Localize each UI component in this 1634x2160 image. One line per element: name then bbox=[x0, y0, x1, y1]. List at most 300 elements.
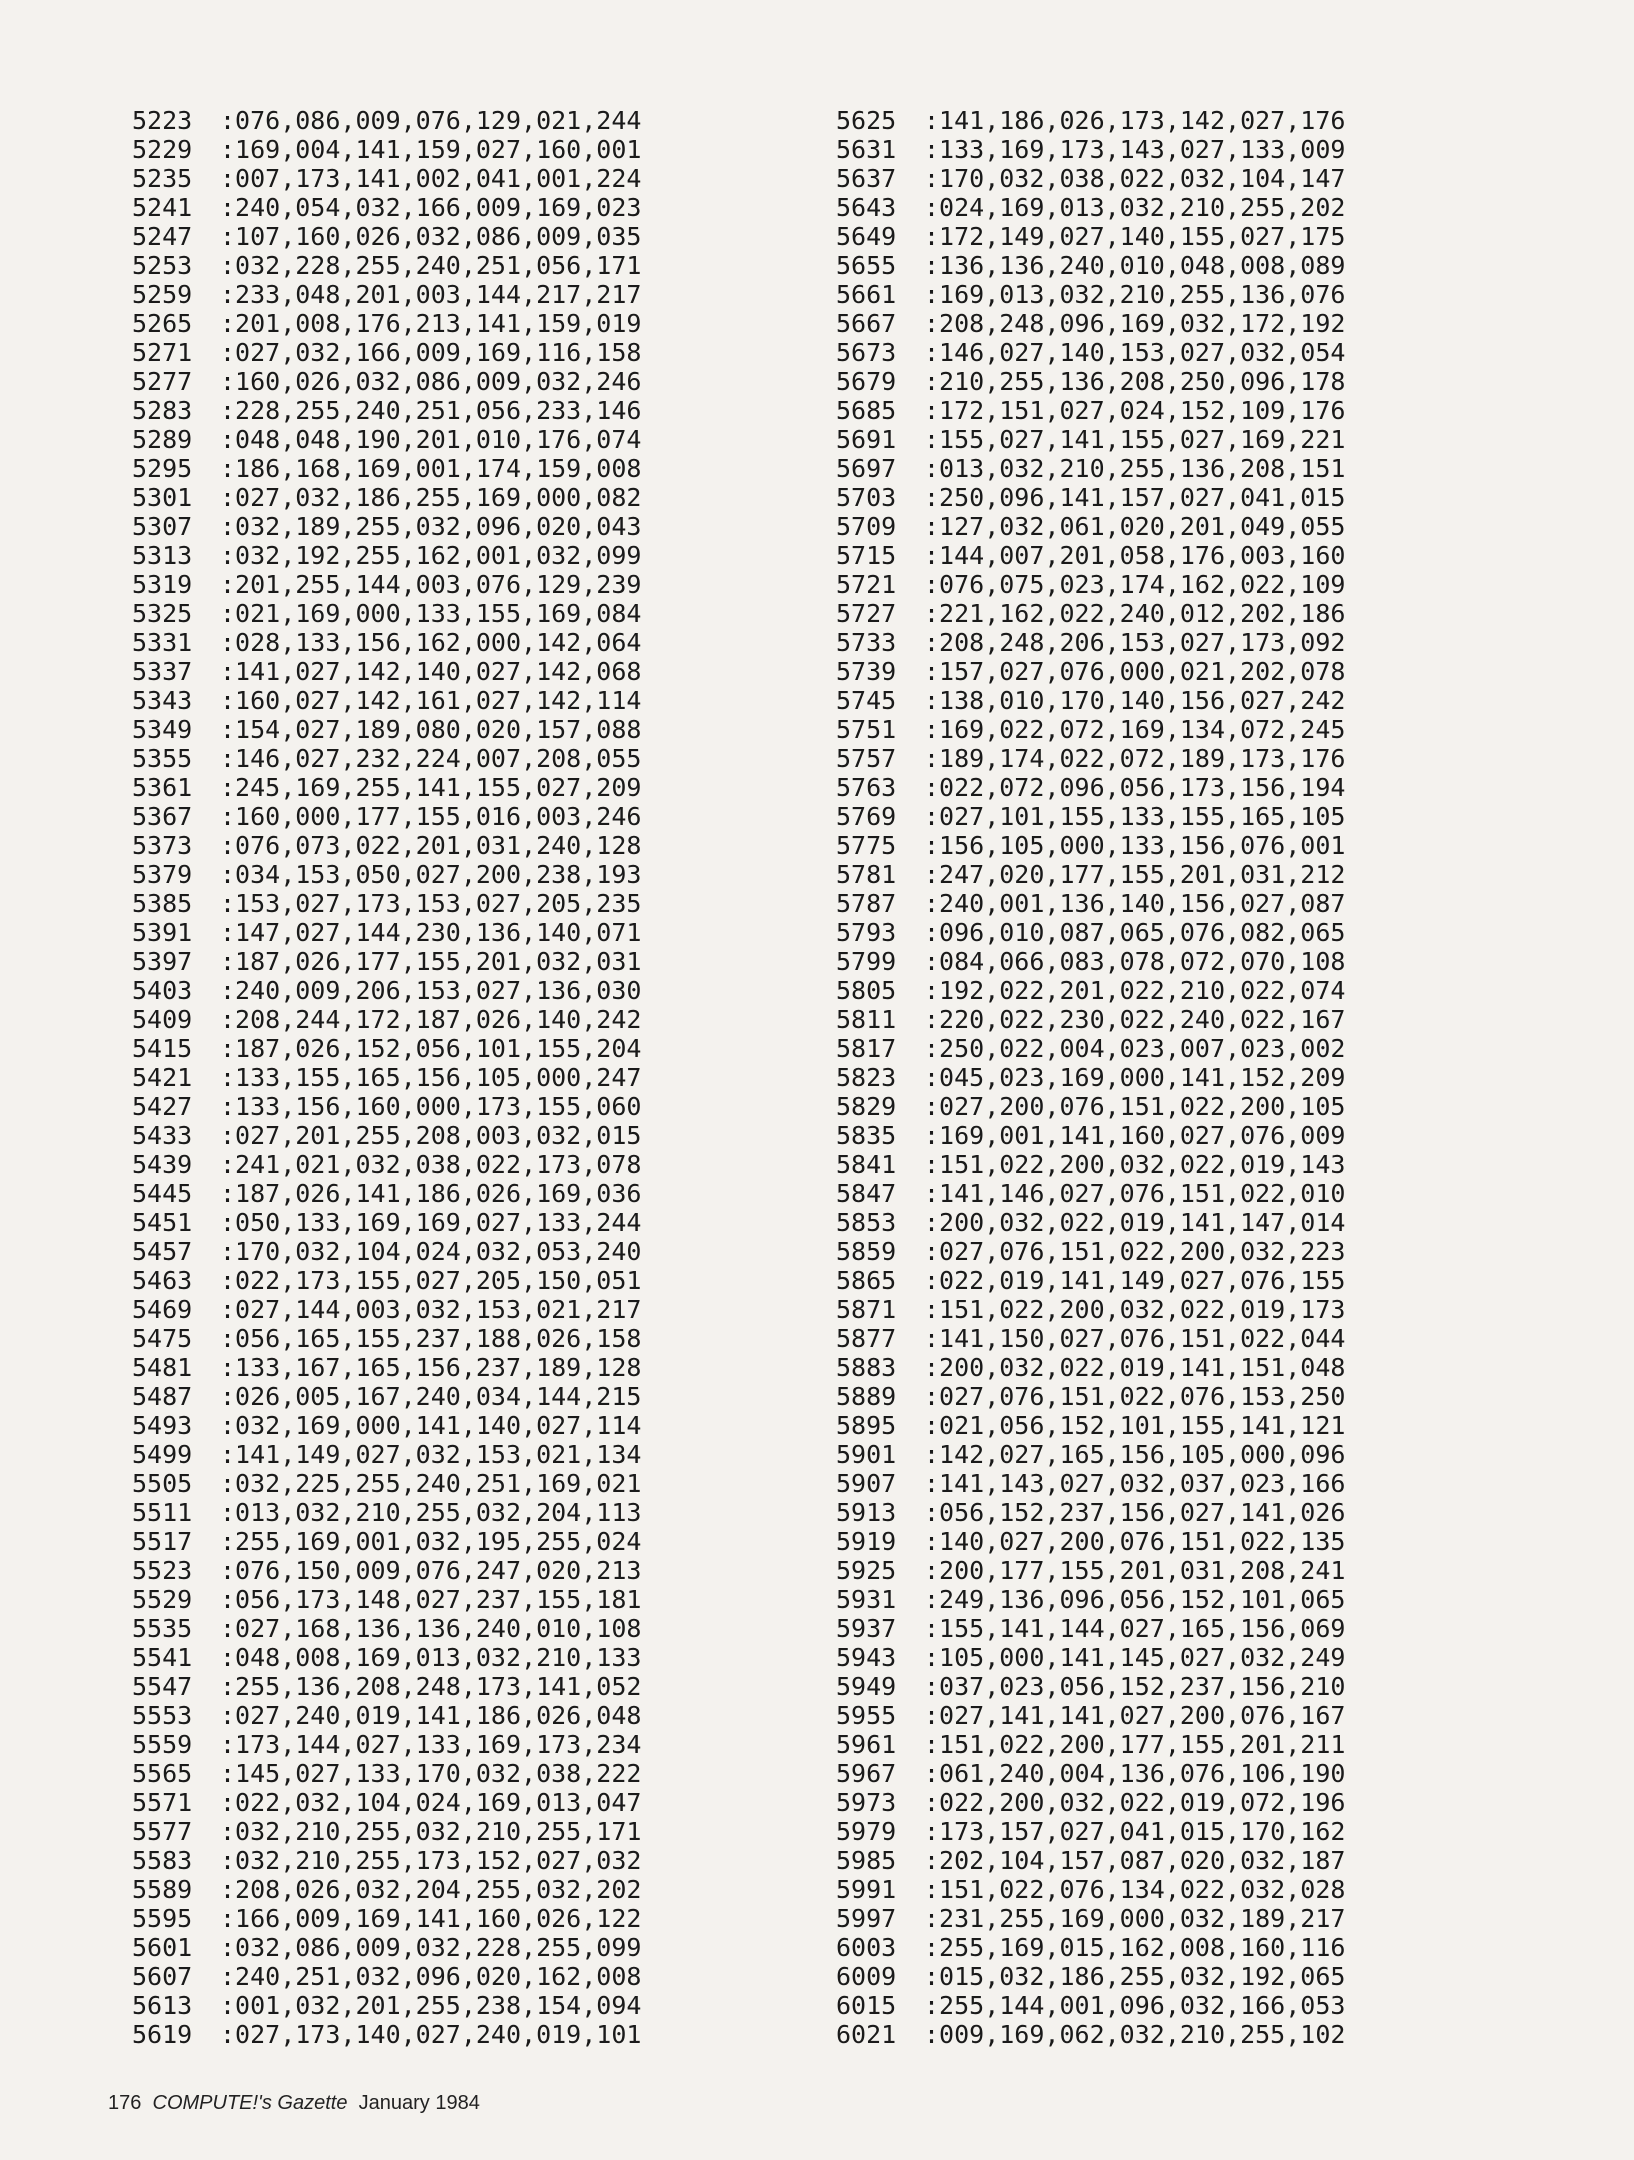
data-values: :022,072,096,056,173,156,194 bbox=[924, 773, 1346, 802]
line-number: 5985 bbox=[836, 1846, 897, 1875]
data-values: :048,048,190,201,010,176,074 bbox=[220, 425, 642, 454]
data-values: :084,066,083,078,072,070,108 bbox=[924, 947, 1346, 976]
listing-line bbox=[836, 1266, 1345, 1295]
data-values: :056,152,237,156,027,141,026 bbox=[924, 1498, 1346, 1527]
listing-line bbox=[132, 1759, 641, 1788]
data-values: :015,032,186,255,032,192,065 bbox=[924, 1962, 1346, 1991]
listing-line bbox=[132, 1672, 641, 1701]
data-values: :021,169,000,133,155,169,084 bbox=[220, 599, 642, 628]
line-number: 5421 bbox=[132, 1063, 193, 1092]
line-number: 5517 bbox=[132, 1527, 193, 1556]
listing-line bbox=[132, 1469, 641, 1498]
data-values: :032,169,000,141,140,027,114 bbox=[220, 1411, 642, 1440]
listing-line bbox=[836, 1179, 1345, 1208]
data-values: :144,007,201,058,176,003,160 bbox=[924, 541, 1346, 570]
line-number: 5775 bbox=[836, 831, 897, 860]
line-number: 5943 bbox=[836, 1643, 897, 1672]
listing-line bbox=[132, 541, 641, 570]
line-number: 5433 bbox=[132, 1121, 193, 1150]
listing-line bbox=[836, 976, 1345, 1005]
listing-line bbox=[836, 1730, 1345, 1759]
line-number: 5463 bbox=[132, 1266, 193, 1295]
line-number: 5355 bbox=[132, 744, 193, 773]
listing-line bbox=[836, 2020, 1345, 2049]
data-values: :147,027,144,230,136,140,071 bbox=[220, 918, 642, 947]
line-number: 5457 bbox=[132, 1237, 193, 1266]
listing-line bbox=[836, 338, 1345, 367]
listing-line bbox=[836, 802, 1345, 831]
listing-line bbox=[836, 454, 1345, 483]
data-values: :009,169,062,032,210,255,102 bbox=[924, 2020, 1346, 2049]
data-values: :027,032,166,009,169,116,158 bbox=[220, 338, 642, 367]
line-number: 5607 bbox=[132, 1962, 193, 1991]
listing-line bbox=[836, 1614, 1345, 1643]
data-values: :201,255,144,003,076,129,239 bbox=[220, 570, 642, 599]
line-number: 5415 bbox=[132, 1034, 193, 1063]
line-number: 5967 bbox=[836, 1759, 897, 1788]
line-number: 5829 bbox=[836, 1092, 897, 1121]
listing-line bbox=[132, 570, 641, 599]
data-values: :145,027,133,170,032,038,222 bbox=[220, 1759, 642, 1788]
line-number: 5271 bbox=[132, 338, 193, 367]
data-values: :146,027,140,153,027,032,054 bbox=[924, 338, 1346, 367]
listing-line bbox=[836, 135, 1345, 164]
data-values: :154,027,189,080,020,157,088 bbox=[220, 715, 642, 744]
listing-line bbox=[132, 1643, 641, 1672]
data-values: :024,169,013,032,210,255,202 bbox=[924, 193, 1346, 222]
listing-line bbox=[132, 1991, 641, 2020]
data-values: :208,026,032,204,255,032,202 bbox=[220, 1875, 642, 1904]
data-values: :189,174,022,072,189,173,176 bbox=[924, 744, 1346, 773]
line-number: 5781 bbox=[836, 860, 897, 889]
data-values: :076,150,009,076,247,020,213 bbox=[220, 1556, 642, 1585]
data-values: :032,189,255,032,096,020,043 bbox=[220, 512, 642, 541]
data-values: :032,225,255,240,251,169,021 bbox=[220, 1469, 642, 1498]
line-number: 5685 bbox=[836, 396, 897, 425]
data-values: :160,000,177,155,016,003,246 bbox=[220, 802, 642, 831]
line-number: 5391 bbox=[132, 918, 193, 947]
line-number: 5757 bbox=[836, 744, 897, 773]
data-values: :166,009,169,141,160,026,122 bbox=[220, 1904, 642, 1933]
data-values: :141,150,027,076,151,022,044 bbox=[924, 1324, 1346, 1353]
data-values: :027,240,019,141,186,026,048 bbox=[220, 1701, 642, 1730]
data-values: :133,155,165,156,105,000,247 bbox=[220, 1063, 642, 1092]
page-number: 176 bbox=[108, 2092, 142, 2114]
data-values: :200,032,022,019,141,151,048 bbox=[924, 1353, 1346, 1382]
data-values: :240,054,032,166,009,169,023 bbox=[220, 193, 642, 222]
line-number: 5673 bbox=[836, 338, 897, 367]
line-number: 5679 bbox=[836, 367, 897, 396]
listing-line bbox=[132, 773, 641, 802]
data-values: :187,026,152,056,101,155,204 bbox=[220, 1034, 642, 1063]
line-number: 5325 bbox=[132, 599, 193, 628]
line-number: 5373 bbox=[132, 831, 193, 860]
listing-line bbox=[836, 1411, 1345, 1440]
listing-line bbox=[836, 396, 1345, 425]
listing-line bbox=[132, 425, 641, 454]
data-values: :027,141,141,027,200,076,167 bbox=[924, 1701, 1346, 1730]
listing-line bbox=[836, 860, 1345, 889]
listing-line bbox=[836, 309, 1345, 338]
listing-line bbox=[836, 1759, 1345, 1788]
data-values: :133,167,165,156,237,189,128 bbox=[220, 1353, 642, 1382]
listing-line bbox=[132, 1092, 641, 1121]
data-values: :221,162,022,240,012,202,186 bbox=[924, 599, 1346, 628]
data-values: :032,086,009,032,228,255,099 bbox=[220, 1933, 642, 1962]
listing-line bbox=[132, 657, 641, 686]
line-number: 6003 bbox=[836, 1933, 897, 1962]
data-values: :208,248,096,169,032,172,192 bbox=[924, 309, 1346, 338]
data-values: :140,027,200,076,151,022,135 bbox=[924, 1527, 1346, 1556]
line-number: 5739 bbox=[836, 657, 897, 686]
listing-line bbox=[132, 280, 641, 309]
listing-line bbox=[132, 512, 641, 541]
line-number: 5337 bbox=[132, 657, 193, 686]
listing-line bbox=[132, 396, 641, 425]
data-values: :027,168,136,136,240,010,108 bbox=[220, 1614, 642, 1643]
line-number: 5565 bbox=[132, 1759, 193, 1788]
data-values: :172,151,027,024,152,109,176 bbox=[924, 396, 1346, 425]
line-number: 5361 bbox=[132, 773, 193, 802]
line-number: 5931 bbox=[836, 1585, 897, 1614]
listing-line bbox=[132, 1904, 641, 1933]
line-number: 5691 bbox=[836, 425, 897, 454]
listing-line bbox=[132, 1411, 641, 1440]
data-values: :013,032,210,255,032,204,113 bbox=[220, 1498, 642, 1527]
data-values: :151,022,200,032,022,019,143 bbox=[924, 1150, 1346, 1179]
line-number: 5697 bbox=[836, 454, 897, 483]
listing-line bbox=[132, 599, 641, 628]
line-number: 5817 bbox=[836, 1034, 897, 1063]
line-number: 5727 bbox=[836, 599, 897, 628]
data-values: :141,146,027,076,151,022,010 bbox=[924, 1179, 1346, 1208]
listing-line bbox=[836, 1788, 1345, 1817]
line-number: 5289 bbox=[132, 425, 193, 454]
data-values: :151,022,200,032,022,019,173 bbox=[924, 1295, 1346, 1324]
data-values: :247,020,177,155,201,031,212 bbox=[924, 860, 1346, 889]
data-values: :076,086,009,076,129,021,244 bbox=[220, 106, 642, 135]
line-number: 5235 bbox=[132, 164, 193, 193]
line-number: 5601 bbox=[132, 1933, 193, 1962]
data-values: :022,032,104,024,169,013,047 bbox=[220, 1788, 642, 1817]
line-number: 5997 bbox=[836, 1904, 897, 1933]
data-values: :141,149,027,032,153,021,134 bbox=[220, 1440, 642, 1469]
line-number: 5709 bbox=[836, 512, 897, 541]
data-values: :240,009,206,153,027,136,030 bbox=[220, 976, 642, 1005]
line-number: 5493 bbox=[132, 1411, 193, 1440]
line-number: 5547 bbox=[132, 1672, 193, 1701]
listing-line bbox=[836, 164, 1345, 193]
data-values: :032,192,255,162,001,032,099 bbox=[220, 541, 642, 570]
line-number: 5937 bbox=[836, 1614, 897, 1643]
data-values: :141,027,142,140,027,142,068 bbox=[220, 657, 642, 686]
line-number: 5631 bbox=[836, 135, 897, 164]
listing-line bbox=[132, 1208, 641, 1237]
data-values: :022,200,032,022,019,072,196 bbox=[924, 1788, 1346, 1817]
data-values: :141,143,027,032,037,023,166 bbox=[924, 1469, 1346, 1498]
listing-line bbox=[132, 1353, 641, 1382]
listing-line bbox=[132, 454, 641, 483]
data-values: :169,022,072,169,134,072,245 bbox=[924, 715, 1346, 744]
data-values: :255,169,001,032,195,255,024 bbox=[220, 1527, 642, 1556]
listing-line bbox=[132, 251, 641, 280]
data-values: :056,165,155,237,188,026,158 bbox=[220, 1324, 642, 1353]
listing-line bbox=[836, 1382, 1345, 1411]
line-number: 5925 bbox=[836, 1556, 897, 1585]
line-number: 5733 bbox=[836, 628, 897, 657]
listing-line bbox=[836, 1092, 1345, 1121]
line-number: 5913 bbox=[836, 1498, 897, 1527]
data-values: :250,022,004,023,007,023,002 bbox=[924, 1034, 1346, 1063]
line-number: 5649 bbox=[836, 222, 897, 251]
line-number: 5961 bbox=[836, 1730, 897, 1759]
listing-line bbox=[836, 1324, 1345, 1353]
line-number: 5745 bbox=[836, 686, 897, 715]
data-values: :153,027,173,153,027,205,235 bbox=[220, 889, 642, 918]
data-values: :045,023,169,000,141,152,209 bbox=[924, 1063, 1346, 1092]
line-number: 5643 bbox=[836, 193, 897, 222]
line-number: 5811 bbox=[836, 1005, 897, 1034]
listing-line bbox=[836, 657, 1345, 686]
line-number: 5589 bbox=[132, 1875, 193, 1904]
line-number: 5511 bbox=[132, 1498, 193, 1527]
listing-line bbox=[836, 106, 1345, 135]
data-values: :187,026,141,186,026,169,036 bbox=[220, 1179, 642, 1208]
data-values: :136,136,240,010,048,008,089 bbox=[924, 251, 1346, 280]
listing-line bbox=[836, 541, 1345, 570]
listing-line bbox=[132, 976, 641, 1005]
data-values: :022,019,141,149,027,076,155 bbox=[924, 1266, 1346, 1295]
listing-line bbox=[132, 947, 641, 976]
line-number: 5661 bbox=[836, 280, 897, 309]
listing-line bbox=[836, 1353, 1345, 1382]
listing-line bbox=[132, 1266, 641, 1295]
listing-line bbox=[836, 1208, 1345, 1237]
listing-line bbox=[132, 1498, 641, 1527]
listing-line bbox=[132, 1933, 641, 1962]
page-footer bbox=[108, 2092, 480, 2115]
line-number: 5439 bbox=[132, 1150, 193, 1179]
data-values: :151,022,076,134,022,032,028 bbox=[924, 1875, 1346, 1904]
listing-line bbox=[132, 1034, 641, 1063]
data-values: :056,173,148,027,237,155,181 bbox=[220, 1585, 642, 1614]
line-number: 5901 bbox=[836, 1440, 897, 1469]
data-values: :061,240,004,136,076,106,190 bbox=[924, 1759, 1346, 1788]
listing-column-right bbox=[836, 106, 1345, 2049]
line-number: 5865 bbox=[836, 1266, 897, 1295]
listing-line bbox=[132, 1875, 641, 1904]
line-number: 5451 bbox=[132, 1208, 193, 1237]
data-values: :172,149,027,140,155,027,175 bbox=[924, 222, 1346, 251]
data-values: :142,027,165,156,105,000,096 bbox=[924, 1440, 1346, 1469]
line-number: 5343 bbox=[132, 686, 193, 715]
line-number: 5895 bbox=[836, 1411, 897, 1440]
listing-line bbox=[836, 1556, 1345, 1585]
line-number: 5793 bbox=[836, 918, 897, 947]
data-values: :233,048,201,003,144,217,217 bbox=[220, 280, 642, 309]
line-number: 5847 bbox=[836, 1179, 897, 1208]
data-values: :200,032,022,019,141,147,014 bbox=[924, 1208, 1346, 1237]
data-values: :202,104,157,087,020,032,187 bbox=[924, 1846, 1346, 1875]
line-number: 5751 bbox=[836, 715, 897, 744]
line-number: 5763 bbox=[836, 773, 897, 802]
line-number: 5523 bbox=[132, 1556, 193, 1585]
line-number: 5265 bbox=[132, 309, 193, 338]
data-values: :027,144,003,032,153,021,217 bbox=[220, 1295, 642, 1324]
data-values: :155,027,141,155,027,169,221 bbox=[924, 425, 1346, 454]
line-number: 5283 bbox=[132, 396, 193, 425]
listing-line bbox=[836, 512, 1345, 541]
listing-line bbox=[132, 338, 641, 367]
listing-line bbox=[132, 1150, 641, 1179]
listing-line bbox=[132, 164, 641, 193]
data-values: :013,032,210,255,136,208,151 bbox=[924, 454, 1346, 483]
data-values: :021,056,152,101,155,141,121 bbox=[924, 1411, 1346, 1440]
data-values: :048,008,169,013,032,210,133 bbox=[220, 1643, 642, 1672]
listing-line bbox=[132, 1614, 641, 1643]
listing-line bbox=[836, 1846, 1345, 1875]
data-values: :105,000,141,145,027,032,249 bbox=[924, 1643, 1346, 1672]
listing-line bbox=[132, 367, 641, 396]
line-number: 5487 bbox=[132, 1382, 193, 1411]
data-values: :096,010,087,065,076,082,065 bbox=[924, 918, 1346, 947]
listing-line bbox=[836, 1904, 1345, 1933]
listing-line bbox=[132, 222, 641, 251]
data-values: :027,076,151,022,076,153,250 bbox=[924, 1382, 1346, 1411]
data-values: :200,177,155,201,031,208,241 bbox=[924, 1556, 1346, 1585]
data-values: :240,001,136,140,156,027,087 bbox=[924, 889, 1346, 918]
line-number: 5319 bbox=[132, 570, 193, 599]
data-values: :228,255,240,251,056,233,146 bbox=[220, 396, 642, 425]
listing-line bbox=[836, 1237, 1345, 1266]
line-number: 5481 bbox=[132, 1353, 193, 1382]
line-number: 5229 bbox=[132, 135, 193, 164]
line-number: 5583 bbox=[132, 1846, 193, 1875]
listing-line bbox=[132, 889, 641, 918]
listing-line bbox=[836, 889, 1345, 918]
line-number: 6021 bbox=[836, 2020, 897, 2049]
data-values: :157,027,076,000,021,202,078 bbox=[924, 657, 1346, 686]
line-number: 5313 bbox=[132, 541, 193, 570]
listing-line bbox=[132, 1730, 641, 1759]
listing-line bbox=[132, 628, 641, 657]
listing-line bbox=[132, 686, 641, 715]
line-number: 5469 bbox=[132, 1295, 193, 1324]
line-number: 5991 bbox=[836, 1875, 897, 1904]
line-number: 5637 bbox=[836, 164, 897, 193]
line-number: 5979 bbox=[836, 1817, 897, 1846]
line-number: 5397 bbox=[132, 947, 193, 976]
data-values: :027,201,255,208,003,032,015 bbox=[220, 1121, 642, 1150]
line-number: 5595 bbox=[132, 1904, 193, 1933]
data-values: :022,173,155,027,205,150,051 bbox=[220, 1266, 642, 1295]
line-number: 5427 bbox=[132, 1092, 193, 1121]
data-values: :186,168,169,001,174,159,008 bbox=[220, 454, 642, 483]
listing-line bbox=[132, 1382, 641, 1411]
line-number: 6009 bbox=[836, 1962, 897, 1991]
line-number: 5577 bbox=[132, 1817, 193, 1846]
data-values: :170,032,038,022,032,104,147 bbox=[924, 164, 1346, 193]
data-values: :231,255,169,000,032,189,217 bbox=[924, 1904, 1346, 1933]
data-values: :151,022,200,177,155,201,211 bbox=[924, 1730, 1346, 1759]
listing-line bbox=[132, 1556, 641, 1585]
listing-line bbox=[132, 802, 641, 831]
line-number: 5379 bbox=[132, 860, 193, 889]
listing-line bbox=[132, 1846, 641, 1875]
data-values: :032,210,255,173,152,027,032 bbox=[220, 1846, 642, 1875]
data-values: :037,023,056,152,237,156,210 bbox=[924, 1672, 1346, 1701]
line-number: 5559 bbox=[132, 1730, 193, 1759]
line-number: 5295 bbox=[132, 454, 193, 483]
data-values: :240,251,032,096,020,162,008 bbox=[220, 1962, 642, 1991]
listing-column-left bbox=[132, 106, 641, 2049]
listing-line bbox=[132, 860, 641, 889]
line-number: 5367 bbox=[132, 802, 193, 831]
listing-line bbox=[132, 1962, 641, 1991]
listing-line bbox=[132, 1788, 641, 1817]
listing-line bbox=[836, 1817, 1345, 1846]
data-values: :032,210,255,032,210,255,171 bbox=[220, 1817, 642, 1846]
line-number: 5403 bbox=[132, 976, 193, 1005]
data-values: :034,153,050,027,200,238,193 bbox=[220, 860, 642, 889]
data-values: :169,004,141,159,027,160,001 bbox=[220, 135, 642, 164]
data-values: :169,001,141,160,027,076,009 bbox=[924, 1121, 1346, 1150]
listing-line bbox=[132, 831, 641, 860]
line-number: 5409 bbox=[132, 1005, 193, 1034]
listing-line bbox=[836, 1005, 1345, 1034]
line-number: 5445 bbox=[132, 1179, 193, 1208]
listing-line bbox=[132, 1063, 641, 1092]
line-number: 5613 bbox=[132, 1991, 193, 2020]
data-values: :255,169,015,162,008,160,116 bbox=[924, 1933, 1346, 1962]
listing-line bbox=[132, 918, 641, 947]
data-values: :050,133,169,169,027,133,244 bbox=[220, 1208, 642, 1237]
line-number: 5655 bbox=[836, 251, 897, 280]
data-values: :027,101,155,133,155,165,105 bbox=[924, 802, 1346, 831]
data-values: :201,008,176,213,141,159,019 bbox=[220, 309, 642, 338]
data-values: :001,032,201,255,238,154,094 bbox=[220, 1991, 642, 2020]
data-values: :208,248,206,153,027,173,092 bbox=[924, 628, 1346, 657]
line-number: 6015 bbox=[836, 1991, 897, 2020]
data-values: :155,141,144,027,165,156,069 bbox=[924, 1614, 1346, 1643]
data-values: :026,005,167,240,034,144,215 bbox=[220, 1382, 642, 1411]
line-number: 5919 bbox=[836, 1527, 897, 1556]
listing-line bbox=[836, 1672, 1345, 1701]
line-number: 5799 bbox=[836, 947, 897, 976]
line-number: 5553 bbox=[132, 1701, 193, 1730]
listing-line bbox=[132, 1817, 641, 1846]
line-number: 5841 bbox=[836, 1150, 897, 1179]
data-values: :138,010,170,140,156,027,242 bbox=[924, 686, 1346, 715]
line-number: 5787 bbox=[836, 889, 897, 918]
line-number: 5253 bbox=[132, 251, 193, 280]
listing-line bbox=[836, 1933, 1345, 1962]
listing-line bbox=[836, 1121, 1345, 1150]
listing-line bbox=[132, 106, 641, 135]
line-number: 5259 bbox=[132, 280, 193, 309]
data-values: :027,200,076,151,022,200,105 bbox=[924, 1092, 1346, 1121]
data-values: :076,073,022,201,031,240,128 bbox=[220, 831, 642, 860]
listing-line bbox=[132, 193, 641, 222]
data-values: :133,156,160,000,173,155,060 bbox=[220, 1092, 642, 1121]
line-number: 5955 bbox=[836, 1701, 897, 1730]
listing-line bbox=[132, 1701, 641, 1730]
listing-line bbox=[132, 744, 641, 773]
data-values: :250,096,141,157,027,041,015 bbox=[924, 483, 1346, 512]
line-number: 5571 bbox=[132, 1788, 193, 1817]
listing-line bbox=[836, 918, 1345, 947]
data-values: :220,022,230,022,240,022,167 bbox=[924, 1005, 1346, 1034]
